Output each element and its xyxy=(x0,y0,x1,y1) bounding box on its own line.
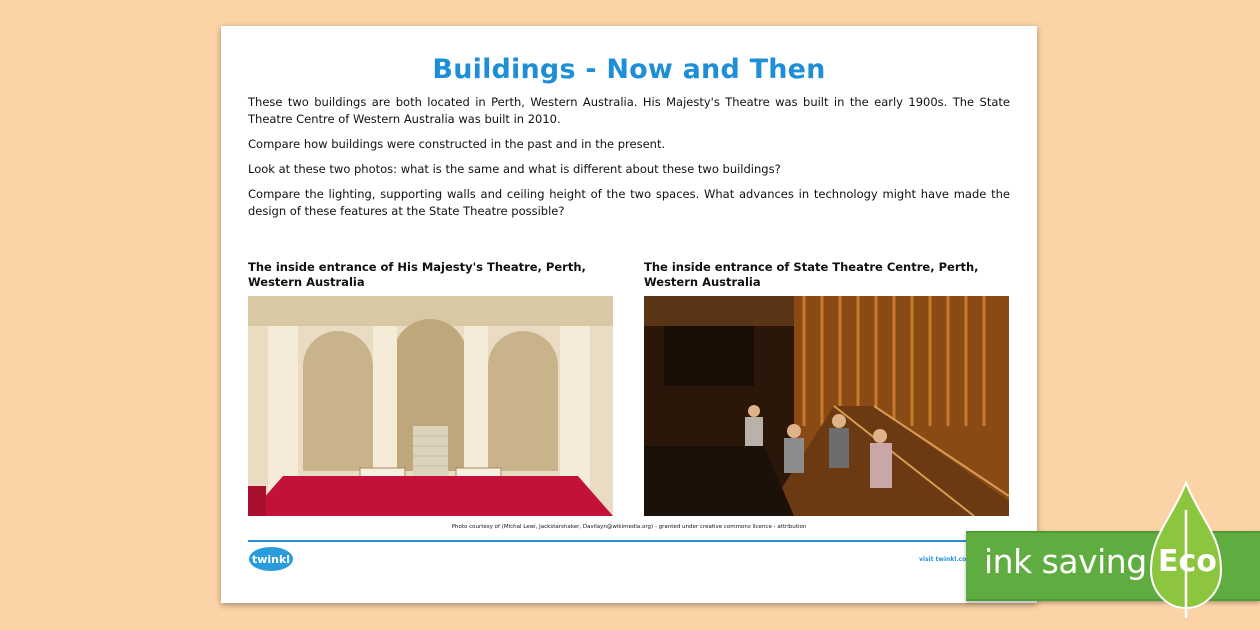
footer-divider xyxy=(248,540,1010,542)
photo-state-theatre-centre xyxy=(644,296,1009,516)
intro-text xyxy=(248,94,1010,228)
photo-his-majestys-theatre xyxy=(248,296,613,516)
ink-saving-label: ink saving xyxy=(984,542,1147,581)
ink-saving-badge xyxy=(966,480,1260,630)
paragraph: Compare the lighting, supporting walls and ceiling height of the two spaces. What advances in technology might have made the design of these features at the State Theatre possible? xyxy=(248,187,1010,218)
paragraph: These two buildings are both located in Perth, Western Australia. His Majesty's Theatre was built in the early 1900s. The State Theatre Centre of Western Australia was built in 2010. xyxy=(248,95,1010,126)
worksheet-page xyxy=(221,26,1037,603)
paragraph: Look at these two photos: what is the same and what is different about these two buildings? xyxy=(248,162,781,176)
page-title: Buildings - Now and Then xyxy=(432,54,826,85)
caption-left: The inside entrance of His Majesty's Theatre, Perth, Western Australia xyxy=(248,260,586,289)
eco-label: Eco xyxy=(1158,544,1217,579)
caption-right: The inside entrance of State Theatre Centre, Perth, Western Australia xyxy=(644,260,979,289)
twinkl-logo xyxy=(248,546,294,572)
visit-link[interactable]: visit twinkl.co xyxy=(919,556,967,563)
photo-credit: Photo courtesy of (Michal Lewi, Jackstarshaker, Davilayn@wikimedia.org) - granted under creative commons licence - attribution xyxy=(451,524,807,530)
paragraph: Compare how buildings were constructed in the past and in the present. xyxy=(248,137,666,151)
logo-text: twinkl xyxy=(251,553,291,566)
